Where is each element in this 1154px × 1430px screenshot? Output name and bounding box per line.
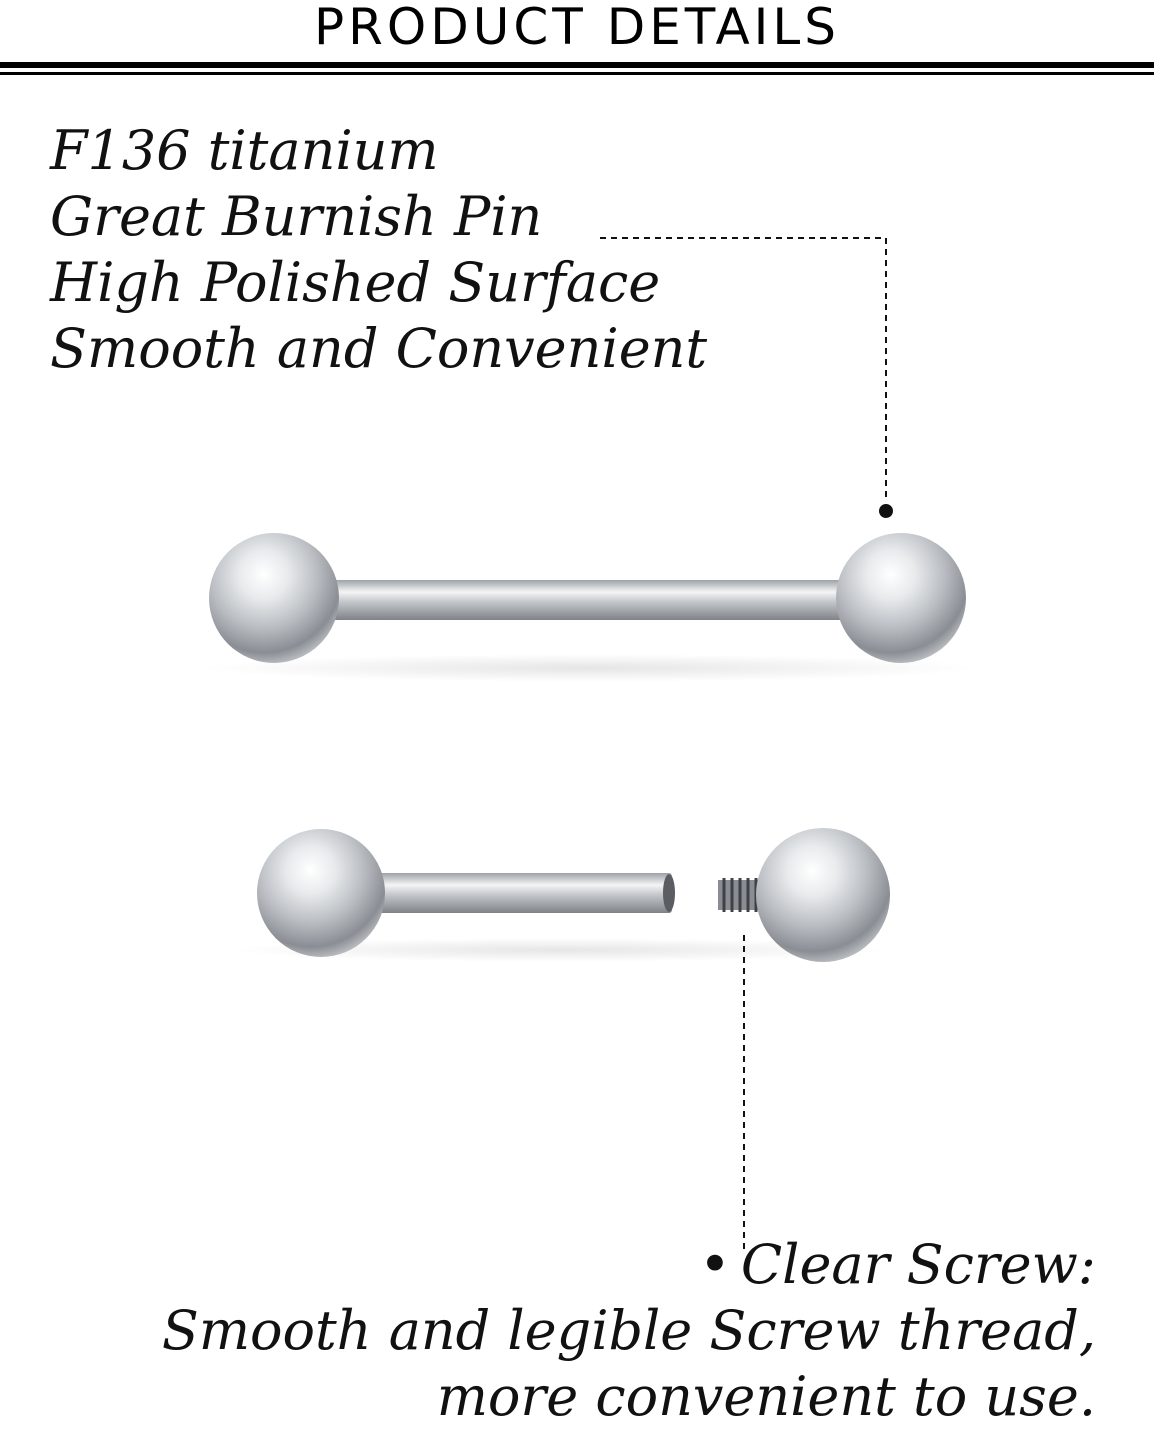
barbell-assembled [200, 533, 980, 682]
barbell-ball-left [209, 533, 339, 663]
callout-heading-row [162, 1232, 1096, 1298]
barbell-ball-right [836, 533, 966, 663]
barbell-disassembled [230, 828, 890, 962]
page-title: PRODUCT DETAILS [314, 0, 840, 56]
bullet-icon: • [699, 1233, 731, 1296]
removable-ball [756, 828, 890, 962]
fixed-ball [257, 829, 385, 957]
feature-pin: Great Burnish Pin [50, 185, 543, 248]
barbell-bar [320, 580, 850, 620]
callout-line-1: Smooth and legible Screw thread, [161, 1299, 1096, 1362]
open-bar [370, 873, 672, 913]
feature-surface: High Polished Surface [50, 251, 661, 314]
pin-leader-line [600, 238, 893, 518]
callout-line-2: more convenient to use. [436, 1365, 1096, 1428]
feature-material: F136 titanium [50, 119, 439, 182]
screw-callout [162, 1232, 1096, 1430]
feature-convenience: Smooth and Convenient [50, 317, 708, 380]
callout-heading: Clear Screw: [740, 1233, 1096, 1296]
threaded-hole [663, 874, 675, 912]
